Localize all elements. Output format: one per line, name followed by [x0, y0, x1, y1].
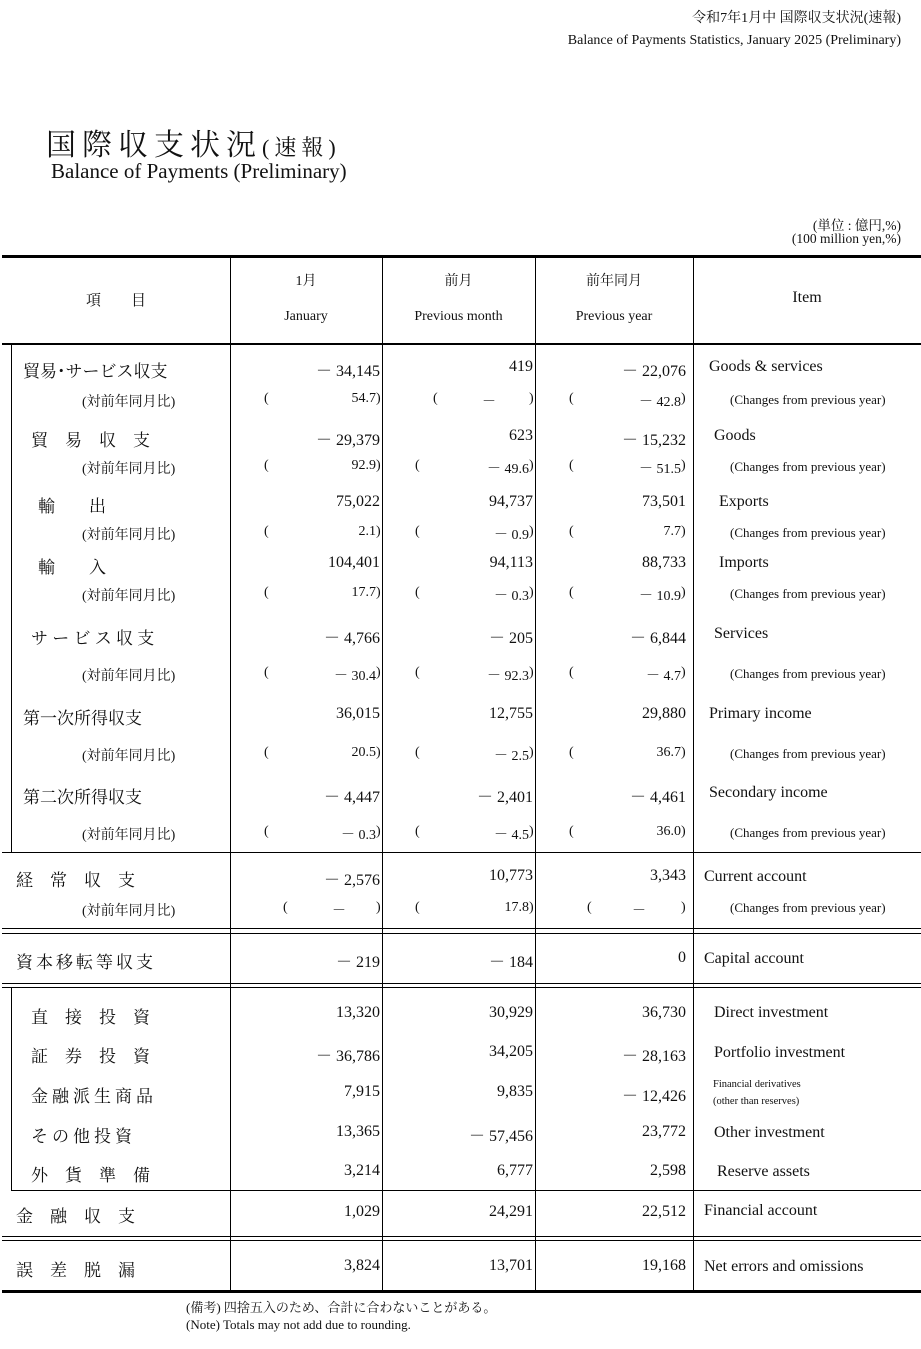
unit-ja: (単位 : 億円,%)	[812, 218, 901, 233]
change-services-prevyear: － 4.7	[646, 669, 681, 684]
change-label-ja: (対前年同月比)	[82, 528, 176, 543]
change-exports-prevmonth: － 0.9	[494, 528, 529, 543]
value-secondary-income-jan: － 4,447	[323, 789, 380, 806]
change-current-account-prevyear: －	[632, 904, 646, 919]
change-label-ja: (対前年同月比)	[82, 589, 176, 604]
value-direct-investment-prevyear: 36,730	[642, 1004, 686, 1021]
change-label-ja: (対前年同月比)	[82, 669, 176, 684]
change-goods-prevyear: － 51.5	[639, 462, 681, 477]
value-reserve-assets-prevyear: 2,598	[650, 1162, 686, 1179]
value-goods-services-jan: － 34,145	[315, 363, 380, 380]
value-imports-prevmonth: 94,113	[489, 554, 533, 571]
change-goods-services-prevmonth: －	[482, 395, 496, 410]
change-primary-income-prevyear: 36.7	[656, 745, 681, 760]
change-exports-jan: 2.1	[358, 524, 376, 539]
header-line-en: Balance of Payments Statistics, January 2025 (Preliminary)	[567, 33, 901, 48]
value-capital-account-prevmonth: － 184	[488, 954, 533, 971]
page-title-en: Balance of Payments (Preliminary)	[51, 159, 347, 183]
change-primary-income-jan: 20.5	[351, 745, 376, 760]
change-label-en: (Changes from previous year)	[730, 746, 886, 761]
change-label-ja: (対前年同月比)	[82, 462, 176, 477]
change-primary-income-prevmonth: － 2.5	[494, 749, 529, 764]
value-goods-prevyear: － 15,232	[621, 432, 686, 449]
row-label-direct-investment: 直 接 投 資	[31, 1008, 150, 1027]
row-label-services: サ ー ビ ス 収 支	[31, 629, 155, 648]
value-secondary-income-prevyear: － 4,461	[629, 789, 686, 806]
change-label-en: (Changes from previous year)	[730, 392, 886, 407]
value-portfolio-investment-prevmonth: 34,205	[489, 1043, 533, 1060]
change-secondary-income-jan: － 0.3	[341, 828, 376, 843]
value-primary-income-prevmonth: 12,755	[489, 705, 533, 722]
row-label-en-current-account: Current account	[704, 868, 807, 885]
row-label-en-net-errors: Net errors and omissions	[704, 1258, 864, 1275]
value-financial-derivatives-jan: 7,915	[344, 1083, 380, 1100]
change-secondary-income-prevmonth: － 4.5	[494, 828, 529, 843]
value-services-prevyear: － 6,844	[629, 630, 686, 647]
value-other-investment-prevyear: 23,772	[642, 1123, 686, 1140]
row-label-en-primary-income: Primary income	[709, 705, 812, 722]
row-label-imports: 輸 入	[38, 558, 106, 577]
row-label-goods-services: 貿易･サービス収支	[23, 362, 168, 381]
value-imports-jan: 104,401	[328, 554, 380, 571]
row-label-en-secondary-income: Secondary income	[709, 784, 828, 801]
value-other-investment-prevmonth: － 57,456	[468, 1128, 533, 1145]
value-other-investment-jan: 13,365	[336, 1123, 380, 1140]
row-label-reserve-assets: 外 貨 準 備	[31, 1166, 150, 1185]
change-services-prevmonth: － 92.3	[487, 669, 529, 684]
change-label-en: (Changes from previous year)	[730, 666, 886, 681]
row-label-en-imports: Imports	[719, 554, 769, 571]
change-imports-jan: 17.7	[351, 585, 376, 600]
row-label-primary-income: 第一次所得収支	[23, 709, 142, 728]
title-sub: (速報)	[262, 135, 341, 160]
row-label-secondary-income: 第二次所得収支	[23, 788, 142, 807]
value-current-account-jan: － 2,576	[323, 872, 380, 889]
row-label-en-capital-account: Capital account	[704, 950, 804, 967]
row-label-net-errors: 誤 差 脱 漏	[16, 1261, 135, 1280]
value-financial-account-prevyear: 22,512	[642, 1203, 686, 1220]
value-financial-account-prevmonth: 24,291	[489, 1203, 533, 1220]
row-label-financial-derivatives: 金融派生商品	[31, 1087, 157, 1106]
value-reserve-assets-prevmonth: 6,777	[497, 1162, 533, 1179]
change-imports-prevyear: － 10.9	[639, 589, 681, 604]
row-label-en-direct-investment: Direct investment	[714, 1004, 829, 1021]
value-reserve-assets-jan: 3,214	[344, 1162, 380, 1179]
change-label-ja: (対前年同月比)	[82, 904, 176, 919]
note-en: (Note) Totals may not add due to rounding.	[186, 1317, 411, 1332]
row-label-en-goods-services: Goods & services	[709, 358, 823, 375]
column-header-prevyear-ja: 前年同月	[586, 274, 642, 289]
column-header-jan-ja: 1月	[295, 274, 317, 289]
value-exports-prevyear: 73,501	[642, 493, 686, 510]
value-primary-income-jan: 36,015	[336, 705, 380, 722]
value-net-errors-jan: 3,824	[344, 1257, 380, 1274]
change-label-en: (Changes from previous year)	[730, 825, 886, 840]
row-label-en-goods: Goods	[714, 427, 756, 444]
change-label-ja: (対前年同月比)	[82, 828, 176, 843]
value-financial-derivatives-prevyear: － 12,426	[621, 1088, 686, 1105]
change-current-account-prevmonth: 17.8	[504, 900, 529, 915]
change-imports-prevmonth: － 0.3	[494, 589, 529, 604]
value-exports-prevmonth: 94,737	[489, 493, 533, 510]
value-capital-account-prevyear: 0	[678, 949, 686, 966]
change-label-ja: (対前年同月比)	[82, 395, 176, 410]
value-services-jan: － 4,766	[323, 630, 380, 647]
value-financial-account-jan: 1,029	[344, 1203, 380, 1220]
value-direct-investment-jan: 13,320	[336, 1004, 380, 1021]
change-goods-jan: 92.9	[351, 458, 376, 473]
change-label-en: (Changes from previous year)	[730, 586, 886, 601]
change-goods-services-prevyear: － 42.8	[639, 395, 681, 410]
change-label-ja: (対前年同月比)	[82, 749, 176, 764]
value-current-account-prevyear: 3,343	[650, 867, 686, 884]
column-header-item-ja: 項 目	[85, 293, 146, 309]
column-header-prevmonth-ja: 前月	[444, 274, 473, 289]
change-secondary-income-prevyear: 36.0	[656, 824, 681, 839]
change-current-account-jan: －	[332, 904, 346, 919]
row-label-capital-account: 資本移転等収支	[16, 953, 156, 972]
value-financial-derivatives-prevmonth: 9,835	[497, 1083, 533, 1100]
row-label-en-other-investment: Other investment	[714, 1124, 825, 1141]
header-line-ja: 令和7年1月中 国際収支状況(速報)	[692, 11, 901, 26]
change-services-jan: － 30.4	[334, 669, 376, 684]
value-imports-prevyear: 88,733	[642, 554, 686, 571]
change-label-en: (Changes from previous year)	[730, 900, 886, 915]
value-portfolio-investment-jan: － 36,786	[315, 1048, 380, 1065]
value-net-errors-prevmonth: 13,701	[489, 1257, 533, 1274]
change-label-en: (Changes from previous year)	[730, 525, 886, 540]
value-portfolio-investment-prevyear: － 28,163	[621, 1048, 686, 1065]
row-label-en-financial-account: Financial account	[704, 1202, 818, 1219]
value-net-errors-prevyear: 19,168	[642, 1257, 686, 1274]
column-header-prevyear-en: Previous year	[575, 309, 653, 324]
value-exports-jan: 75,022	[336, 493, 380, 510]
row-label-current-account: 経 常 収 支	[16, 871, 135, 890]
note-ja: (備考) 四捨五入のため、合計に合わないことがある。	[186, 1300, 497, 1315]
value-goods-services-prevmonth: 419	[509, 358, 533, 375]
unit-en: (100 million yen,%)	[791, 231, 901, 246]
value-services-prevmonth: － 205	[488, 630, 533, 647]
value-direct-investment-prevmonth: 30,929	[489, 1004, 533, 1021]
row-label-portfolio-investment: 証 券 投 資	[31, 1047, 150, 1066]
row-label-en-reserve-assets: Reserve assets	[717, 1163, 810, 1180]
page-title-ja: 国際収支状況(速報)	[46, 129, 341, 162]
value-secondary-income-prevmonth: － 2,401	[476, 789, 533, 806]
value-primary-income-prevyear: 29,880	[642, 705, 686, 722]
row-label-en-financial-derivatives-sub: (other than reserves)	[713, 1096, 800, 1107]
column-header-jan-en: January	[284, 309, 328, 324]
value-goods-services-prevyear: － 22,076	[621, 363, 686, 380]
row-label-en-financial-derivatives: Financial derivatives	[713, 1079, 801, 1090]
change-goods-prevmonth: － 49.6	[487, 462, 529, 477]
row-label-goods: 貿 易 収 支	[31, 431, 150, 450]
value-goods-jan: － 29,379	[315, 432, 380, 449]
value-capital-account-jan: － 219	[335, 954, 380, 971]
value-goods-prevmonth: 623	[509, 427, 533, 444]
column-header-item-en: Item	[792, 289, 822, 306]
change-exports-prevyear: 7.7	[663, 524, 681, 539]
row-label-financial-account: 金 融 収 支	[16, 1207, 135, 1226]
column-header-prevmonth-en: Previous month	[414, 309, 503, 324]
row-label-en-portfolio-investment: Portfolio investment	[714, 1044, 846, 1061]
change-label-en: (Changes from previous year)	[730, 459, 886, 474]
value-current-account-prevmonth: 10,773	[489, 867, 533, 884]
row-label-en-exports: Exports	[719, 493, 769, 510]
row-label-other-investment: その他投資	[31, 1127, 136, 1146]
change-goods-services-jan: 54.7	[351, 391, 376, 406]
row-label-exports: 輸 出	[38, 497, 106, 516]
row-label-en-services: Services	[714, 625, 769, 642]
